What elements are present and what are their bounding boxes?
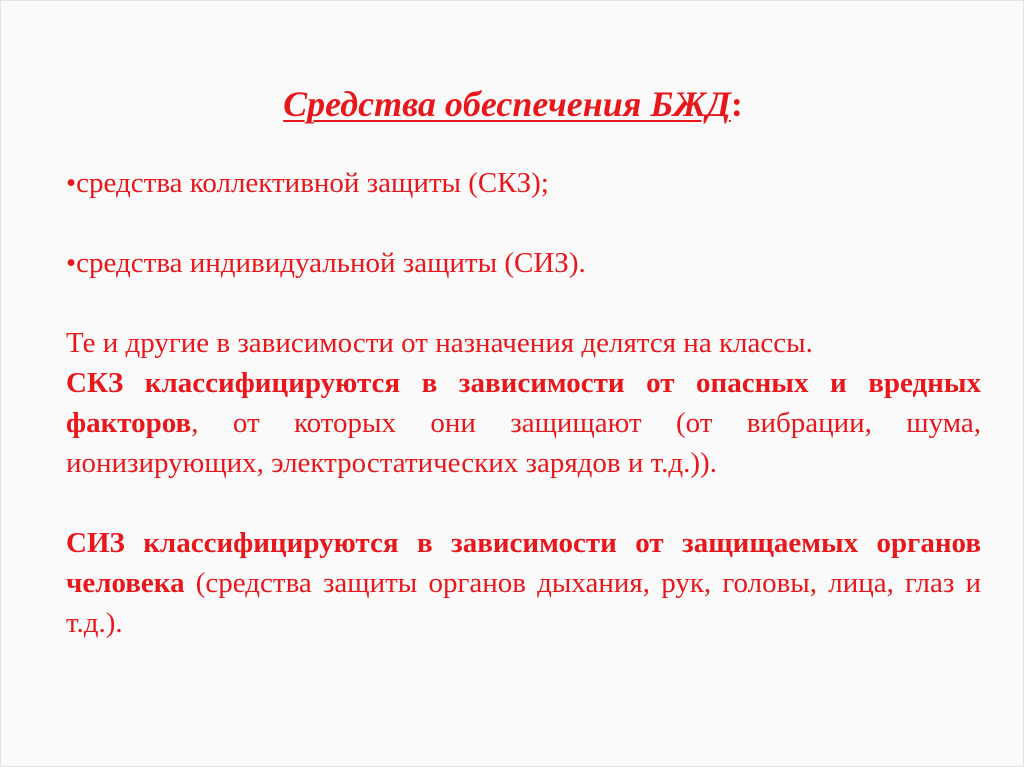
slide-title-colon: : bbox=[730, 84, 743, 124]
skz-rest-text: , от которых они защищают (от вибрации, шума, ионизирующих, электростатических зарядов и т.д.)). bbox=[66, 407, 981, 479]
siz-bold-text: СИЗ классифицируются в зависимости от защищаемых органов человека bbox=[66, 527, 981, 599]
siz-rest-text: (средства защиты органов дыхания, рук, головы, лица, глаз и т.д.). bbox=[66, 567, 981, 639]
spacer bbox=[66, 203, 981, 243]
slide-title bbox=[1, 82, 1024, 126]
slide-body bbox=[66, 163, 981, 643]
intro-paragraph: Те и другие в зависимости от назначения делятся на классы. bbox=[66, 327, 813, 359]
skz-paragraph bbox=[66, 363, 981, 483]
skz-bold-text: СКЗ классифицируются в зависимости от опасных и вредных факторов bbox=[66, 367, 981, 439]
bullet-individual-protection: •средства индивидуальной защиты (СИЗ). bbox=[66, 247, 586, 279]
bullet-collective-protection: •средства коллективной защиты (СКЗ); bbox=[66, 167, 549, 199]
spacer bbox=[66, 483, 981, 523]
spacer bbox=[66, 283, 981, 323]
siz-paragraph bbox=[66, 523, 981, 643]
slide-title-text: Средства обеспечения БЖД bbox=[283, 84, 731, 124]
